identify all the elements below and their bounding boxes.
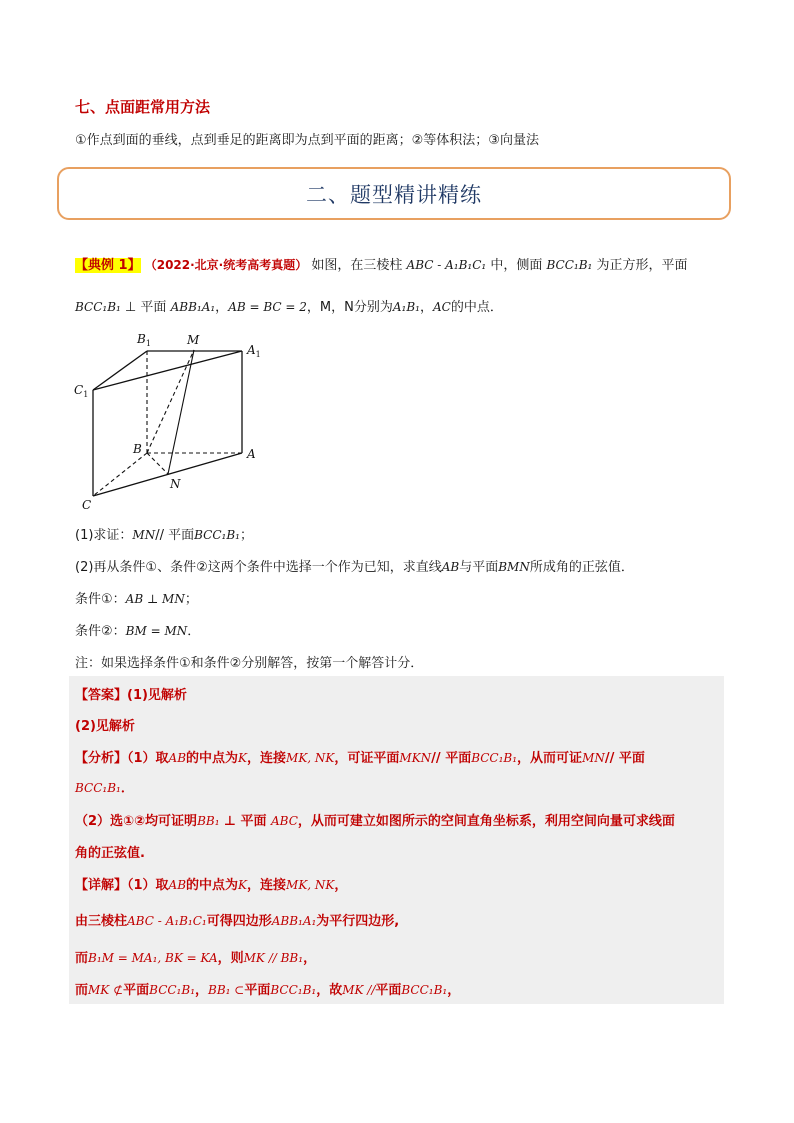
text: ，M，N分别为 — [306, 300, 393, 315]
question-1 — [75, 524, 253, 543]
analysis-line-3 — [75, 810, 675, 829]
text: ． — [120, 781, 134, 796]
text: 可得四边形 — [206, 914, 272, 929]
analysis-line-1 — [75, 747, 645, 766]
label-B1: $B_1$ — [137, 332, 151, 348]
text: 条件②： — [75, 624, 126, 639]
distance-methods: ①作点到面的垂线，点到垂足的距离即为点到平面的距离；②等体积法；③向量法 — [75, 133, 539, 148]
analysis-line-2 — [75, 777, 134, 796]
math: MK // — [342, 983, 376, 997]
example-label: 【典例 1】 — [75, 258, 141, 273]
text: ； — [184, 592, 198, 607]
math: ABC - A₁B₁C₁ — [127, 914, 207, 928]
math: ABC - A₁B₁C₁ — [406, 258, 487, 272]
text: 【分析】（1）取 — [75, 751, 169, 766]
label-A: A — [247, 447, 256, 461]
math: ABB₁A₁ — [170, 300, 216, 314]
text: ，连接 — [247, 878, 287, 893]
text: 而 — [75, 983, 89, 998]
text: 条件①： — [75, 592, 126, 607]
answer-line: 【答案】(1)见解析 — [75, 688, 187, 703]
detail-line-4 — [75, 979, 460, 998]
math: K — [238, 878, 248, 892]
text: ， — [447, 983, 461, 998]
text: 的中点． — [450, 300, 503, 315]
math: BM = MN — [125, 624, 188, 638]
text: ⊥ 平面 — [219, 814, 271, 829]
math: BCC₁B₁ — [471, 751, 518, 765]
text: 的中点为 — [186, 878, 239, 893]
text: ，连接 — [247, 751, 287, 766]
text: ， — [215, 300, 229, 315]
text: 如图，在三棱柱 — [311, 258, 403, 273]
text: ， — [195, 983, 209, 998]
math: BMN — [498, 560, 530, 574]
math: AC — [432, 300, 451, 314]
math: MK ⊄ — [88, 983, 124, 997]
text: (2)再从条件①、条件②这两个条件中选择一个作为已知，求直线 — [75, 560, 442, 575]
text: 平面 — [375, 983, 402, 998]
math: AB ⊥ MN — [125, 592, 185, 606]
math: BCC₁B₁ — [149, 983, 195, 997]
condition-1 — [75, 588, 198, 607]
label-M: M — [187, 333, 200, 347]
analysis-line-4: 角的正弦值. — [75, 846, 145, 861]
text: 由三棱柱 — [75, 914, 128, 929]
text: ，则 — [217, 951, 244, 966]
text: // 平面 — [155, 528, 195, 543]
section-banner — [57, 167, 731, 220]
text: 平面 — [244, 983, 271, 998]
text: 中，侧面 — [490, 258, 543, 273]
math: MK // BB₁ — [243, 951, 304, 965]
label-C1: $C_1$ — [74, 383, 89, 399]
math: AB — [168, 878, 187, 892]
text: ⊥ 平面 — [120, 300, 171, 315]
text: // 平面 — [431, 751, 472, 766]
math: BCC₁B₁ — [75, 781, 121, 795]
math: BCC₁B₁ — [401, 983, 448, 997]
text: （2）选①②均可证明 — [75, 814, 198, 829]
math: BCC₁B₁ — [194, 528, 240, 542]
question-2 — [75, 556, 634, 575]
math: MN — [582, 751, 605, 765]
math: BB₁ ⊂ — [208, 983, 245, 997]
text: ， — [303, 951, 317, 966]
example-line-1 — [75, 254, 688, 273]
text: ， — [334, 878, 348, 893]
prism-figure — [70, 328, 270, 516]
math: ABB₁A₁ — [271, 914, 317, 928]
label-N: N — [170, 477, 181, 491]
example-line-2 — [75, 296, 503, 315]
text: ， — [419, 300, 433, 315]
text: ． — [187, 624, 201, 639]
math: A₁B₁ — [392, 300, 420, 314]
text: 而 — [75, 951, 89, 966]
text: ，故 — [316, 983, 343, 998]
math: K — [238, 751, 248, 765]
note: 注：如果选择条件①和条件②分别解答，按第一个解答计分． — [75, 656, 424, 671]
detail-line-3 — [75, 947, 316, 966]
detail-line-2 — [75, 910, 399, 929]
example-source: （2022·北京·统考高考真题） — [144, 258, 308, 272]
math: MK, NK — [286, 751, 335, 765]
math: BCC₁B₁ — [75, 300, 121, 314]
text: // 平面 — [604, 751, 645, 766]
math: ABC — [270, 814, 298, 828]
math: BB₁ — [197, 814, 220, 828]
text: ，从而可建立如图所示的空间直角坐标系，利用空间向量可求线面 — [297, 814, 675, 829]
condition-2 — [75, 620, 200, 639]
math: AB — [168, 751, 187, 765]
label-C: C — [82, 498, 92, 512]
label-A1: $A_1$ — [247, 343, 261, 359]
detail-line-1 — [75, 874, 347, 893]
math: AB = BC = 2 — [228, 300, 307, 314]
text: 为平行四边形, — [316, 914, 400, 929]
banner-title: 二、题型精讲精练 — [306, 182, 482, 207]
text: 所成角的正弦值． — [529, 560, 634, 575]
text: 为正方形，平面 — [596, 258, 688, 273]
text: 与平面 — [459, 560, 499, 575]
text: ，可证平面 — [334, 751, 400, 766]
math: AB — [441, 560, 460, 574]
text: 平面 — [123, 983, 150, 998]
math: MK, NK — [286, 878, 335, 892]
label-B: B — [133, 442, 142, 456]
math: MN — [132, 528, 156, 542]
math: B₁M = MA₁, BK = KA — [88, 951, 218, 965]
text: (1)求证： — [75, 528, 133, 543]
answer-line-2: (2)见解析 — [75, 719, 135, 734]
math: MKN — [399, 751, 432, 765]
text: 的中点为 — [186, 751, 239, 766]
text: 【详解】（1）取 — [75, 878, 169, 893]
section-title: 七、点面距常用方法 — [75, 98, 211, 116]
text: ； — [239, 528, 253, 543]
math: BCC₁B₁ — [270, 983, 317, 997]
text: ，从而可证 — [517, 751, 583, 766]
math: BCC₁B₁ — [546, 258, 593, 272]
